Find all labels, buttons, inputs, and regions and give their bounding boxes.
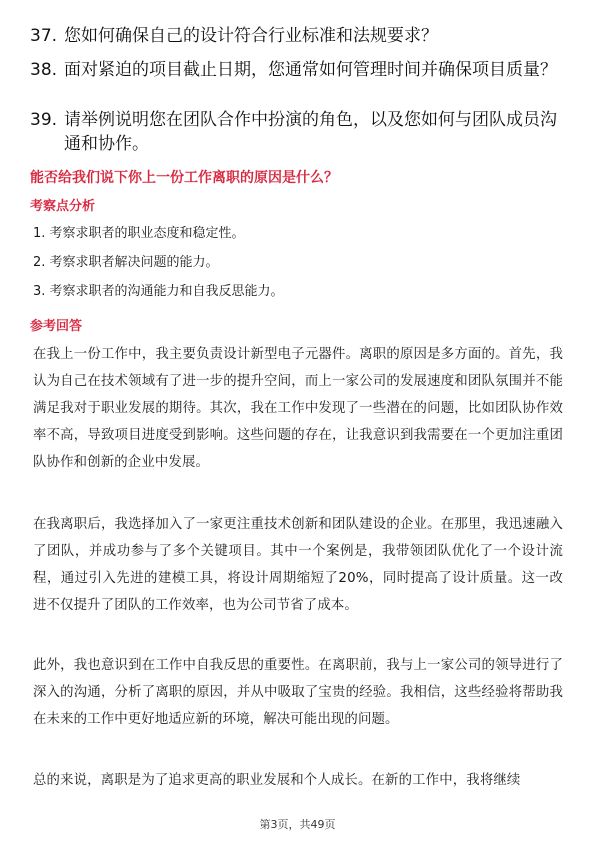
- page-footer: 第3页，共49页: [259, 818, 336, 831]
- answer-paragraph: 总的来说，离职是为了追求更高的职业发展和个人成长。在新的工作中，我将继续: [33, 773, 521, 788]
- question-text: 您如何确保自己的设计符合行业标准和法规要求？: [64, 26, 438, 46]
- question-number: 38.: [30, 60, 58, 80]
- list-item: 1. 考察求职者的职业态度和稳定性。: [33, 226, 245, 241]
- section-question: 能否给我们说下你上一份工作离职的原因是什么？: [30, 170, 338, 186]
- answer-heading: 参考回答: [30, 319, 83, 334]
- answer-paragraph: 在我离职后，我选择加入了一家更注重技术创新和团队建设的企业。在那里，我迅速融入了团队，并成功参与了多个关键项目。其中一个案例是，我带领团队优化了一个设计流程，通过引入先进的建模工具，将设计周期缩短了20%，同时提高了设计质量。这一改进不仅提升了团队的工作效率，也为公司节省了成本。: [33, 517, 563, 613]
- answer-paragraph: 此外，我也意识到在工作中自我反思的重要性。在离职前，我与上一家公司的领导进行了深入的沟通，分析了离职的原因，并从中吸取了宝贵的经验。我相信，这些经验将帮助我在未来的工作中更好地适应新的环境，解决可能出现的问题。: [33, 658, 563, 727]
- list-item: 2. 考察求职者解决问题的能力。: [33, 255, 219, 270]
- question-37: [30, 24, 560, 48]
- question-text: 面对紧迫的项目截止日期，您通常如何管理时间并确保项目质量？: [64, 60, 557, 80]
- question-39: [30, 108, 560, 154]
- question-text: 请举例说明您在团队合作中扮演的角色，以及您如何与团队成员沟通和协作。: [64, 110, 557, 154]
- question-number: 37.: [30, 26, 58, 46]
- analysis-heading: 考察点分析: [30, 199, 96, 214]
- list-item: 3. 考察求职者的沟通能力和自我反思能力。: [33, 284, 284, 299]
- answer-paragraph: 在我上一份工作中，我主要负责设计新型电子元器件。离职的原因是多方面的。首先，我认为自己在技术领域有了进一步的提升空间，而上一家公司的发展速度和团队氛围并不能满足我对于职业发展的期待。其次，我在工作中发现了一些潜在的问题，比如团队协作效率不高，导致项目进度受到影响。这些问题的存在，让我意识到我需要在一个更加注重团队协作和创新的企业中发展。: [33, 347, 563, 470]
- question-38: [30, 58, 560, 82]
- question-number: 39.: [30, 110, 58, 130]
